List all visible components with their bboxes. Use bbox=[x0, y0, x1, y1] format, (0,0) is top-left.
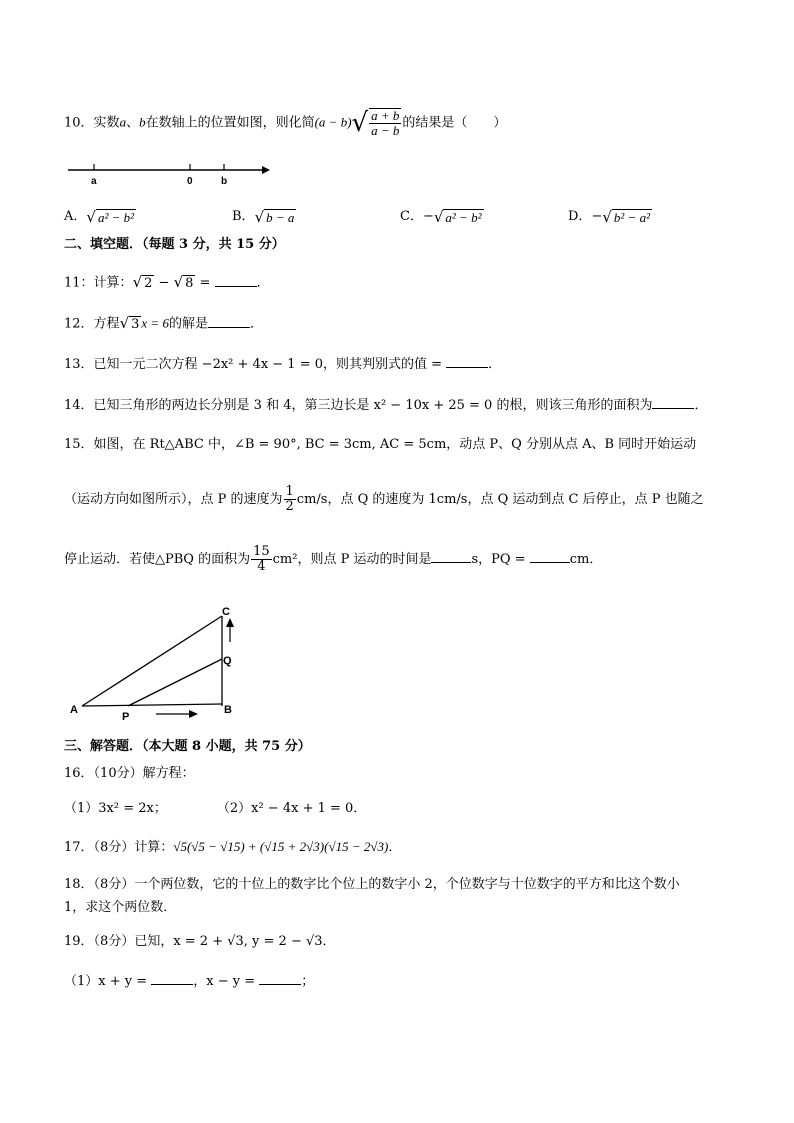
fig-label-c: C bbox=[222, 606, 230, 618]
q10-sep: 、 bbox=[126, 115, 140, 131]
q12: 12．方程√ 3 x = 6的解是 ． bbox=[64, 314, 263, 332]
fig-label-q: Q bbox=[223, 655, 232, 667]
q11-end: ． bbox=[256, 275, 270, 291]
q10-text-a: 实数 bbox=[93, 115, 120, 131]
q11-number: 11： bbox=[64, 275, 94, 291]
q10-option-a[interactable]: A．√ a² − b² bbox=[64, 207, 135, 226]
q15-triangle-figure bbox=[64, 600, 244, 724]
option-label: A． bbox=[64, 209, 87, 224]
fig-label-b: B bbox=[224, 704, 232, 716]
q11-radicand-1: 2 bbox=[144, 276, 153, 291]
q19-sum-blank[interactable] bbox=[151, 972, 193, 985]
option-label: C． bbox=[400, 209, 423, 224]
option-label: D． bbox=[568, 209, 592, 224]
q13-end: ． bbox=[488, 357, 502, 372]
q12-number: 12． bbox=[64, 316, 94, 332]
q11-text: 计算： bbox=[93, 275, 133, 291]
q12-tail: 的解是 bbox=[168, 316, 208, 332]
q10-var-a: a bbox=[119, 114, 127, 130]
q10-option-d[interactable]: D．−√ b² − a² bbox=[568, 207, 650, 226]
q18-line-1: 18．（8分）一个两位数，它的十位上的数字比个位上的数字小 2，个位数字与十位数字的平方和比这个数小 bbox=[64, 877, 680, 892]
nl-label-0: 0 bbox=[187, 176, 193, 186]
q16-part-1: （1）3x² = 2x； bbox=[64, 801, 167, 816]
q10-option-b[interactable]: B．√ b − a bbox=[232, 207, 295, 226]
q15-time-blank[interactable] bbox=[431, 550, 471, 563]
nl-label-a: a bbox=[91, 176, 97, 186]
q14-text: 已知三角形的两边长分别是 3 和 4，第三边长是 x² − 10x + 25 = 0 的根，则该三角形的面积为 bbox=[93, 398, 653, 413]
option-sign: − bbox=[591, 209, 603, 224]
q15-line-2 bbox=[64, 482, 704, 518]
q13-answer-blank[interactable] bbox=[446, 355, 488, 368]
q11: 11：计算：√ 2 − √ 8 = ． bbox=[64, 273, 270, 291]
q15-frac-num: 1 bbox=[285, 484, 294, 499]
section-2-title: 二、填空题．（每题 3 分，共 15 分） bbox=[64, 237, 285, 252]
nl-label-b: b bbox=[221, 176, 228, 186]
q10-rad-den: a − b bbox=[371, 123, 400, 138]
q15-pq-blank[interactable] bbox=[530, 550, 570, 563]
q10-stem bbox=[64, 108, 506, 138]
q19-text-b: ，x − y = bbox=[193, 974, 260, 989]
q15-frac-den: 4 bbox=[257, 559, 266, 574]
q10-factor: (a − b) bbox=[314, 114, 352, 130]
q14-number: 14． bbox=[64, 398, 94, 413]
q19-text-a: （1）x + y = bbox=[64, 974, 152, 989]
q12-end: ． bbox=[249, 316, 263, 332]
q12-answer-blank[interactable] bbox=[208, 315, 250, 328]
q15-text-3b: cm²，则点 P 运动的时间是 bbox=[272, 552, 432, 567]
q19-diff-blank[interactable] bbox=[259, 972, 301, 985]
option-label: B． bbox=[232, 209, 255, 224]
q14-end: ． bbox=[694, 398, 708, 413]
q10-option-c[interactable]: C．−√ a² − b² bbox=[400, 207, 482, 226]
option-radicand: b − a bbox=[266, 209, 295, 225]
q13-number: 13． bbox=[64, 357, 94, 372]
q12-radicand: 3 bbox=[131, 317, 140, 332]
q19-line-1: 19．（8分）已知，x = 2 + √3, y = 2 − √3． bbox=[64, 934, 336, 949]
q19-part-1 bbox=[64, 972, 314, 991]
q10-number: 10． bbox=[64, 115, 94, 131]
q17-expression: √5(√5 − √15) + (√15 + 2√3)(√15 − 2√3) bbox=[173, 839, 389, 854]
q12-text: 方程 bbox=[93, 316, 120, 332]
fig-label-p: P bbox=[122, 711, 130, 723]
fig-label-a: A bbox=[70, 704, 78, 716]
q14-answer-blank[interactable] bbox=[652, 396, 694, 409]
q15-frac-den: 2 bbox=[285, 499, 294, 514]
q15-text-3d: cm． bbox=[569, 552, 603, 567]
q16-part-2: （2）x² − 4x + 1 = 0． bbox=[216, 801, 367, 816]
q15-text-2b: cm/s，点 Q 的速度为 1cm/s，点 Q 运动到点 C 后停止，点 P 也随之 bbox=[296, 492, 704, 507]
q12-expression: x = 6 bbox=[141, 315, 169, 331]
q18-line-2: 1，求这个两位数． bbox=[64, 900, 177, 915]
q15-line-3 bbox=[64, 542, 602, 578]
q17-end: ． bbox=[388, 840, 402, 855]
section-3-title: 三、解答题．（本大题 8 小题，共 75 分） bbox=[64, 739, 311, 754]
q10-var-b: b bbox=[139, 114, 146, 130]
q16-parts bbox=[64, 800, 366, 818]
q10-text-c: 的结果是（ ） bbox=[402, 115, 507, 131]
q15-text-2a: （运动方向如图所示），点 P 的速度为 bbox=[64, 492, 283, 507]
q13 bbox=[64, 355, 501, 374]
option-sign: − bbox=[422, 209, 434, 224]
q14 bbox=[64, 396, 707, 415]
q17 bbox=[64, 838, 401, 857]
q10-text-b: 在数轴上的位置如图，则化简 bbox=[145, 115, 315, 131]
q15-frac-num: 15 bbox=[253, 544, 270, 559]
q16-title: 16．（10分）解方程： bbox=[64, 766, 195, 781]
option-radicand: b² − a² bbox=[613, 209, 650, 225]
q11-answer-blank[interactable] bbox=[215, 274, 257, 287]
option-radicand: a² − b² bbox=[97, 209, 135, 225]
q11-equals: = bbox=[195, 275, 215, 291]
q15-text-3c: s，PQ = bbox=[471, 552, 530, 567]
q11-minus: − bbox=[154, 275, 174, 291]
q10-number-line bbox=[66, 156, 276, 186]
q13-text: 已知一元二次方程 −2x² + 4x − 1 = 0，则其判别式的值 = bbox=[93, 357, 447, 372]
option-radicand: a² − b² bbox=[445, 209, 482, 225]
q15-line-1: 15．如图，在 Rt△ABC 中，∠B = 90°, BC = 3cm, AC = 5cm，动点 P、Q 分别从点 A、B 同时开始运动 bbox=[64, 437, 697, 452]
q19-text-c: ； bbox=[301, 974, 315, 989]
q15-text-3a: 停止运动．若使△PBQ 的面积为 bbox=[64, 552, 251, 567]
q10-rad-num: a + b bbox=[371, 108, 400, 123]
q17-number: 17．（8分）计算： bbox=[64, 840, 174, 855]
q10-radical: √ $\frac{a + b}{a - b}$ bbox=[351, 108, 400, 138]
q11-radicand-2: 8 bbox=[185, 276, 194, 291]
